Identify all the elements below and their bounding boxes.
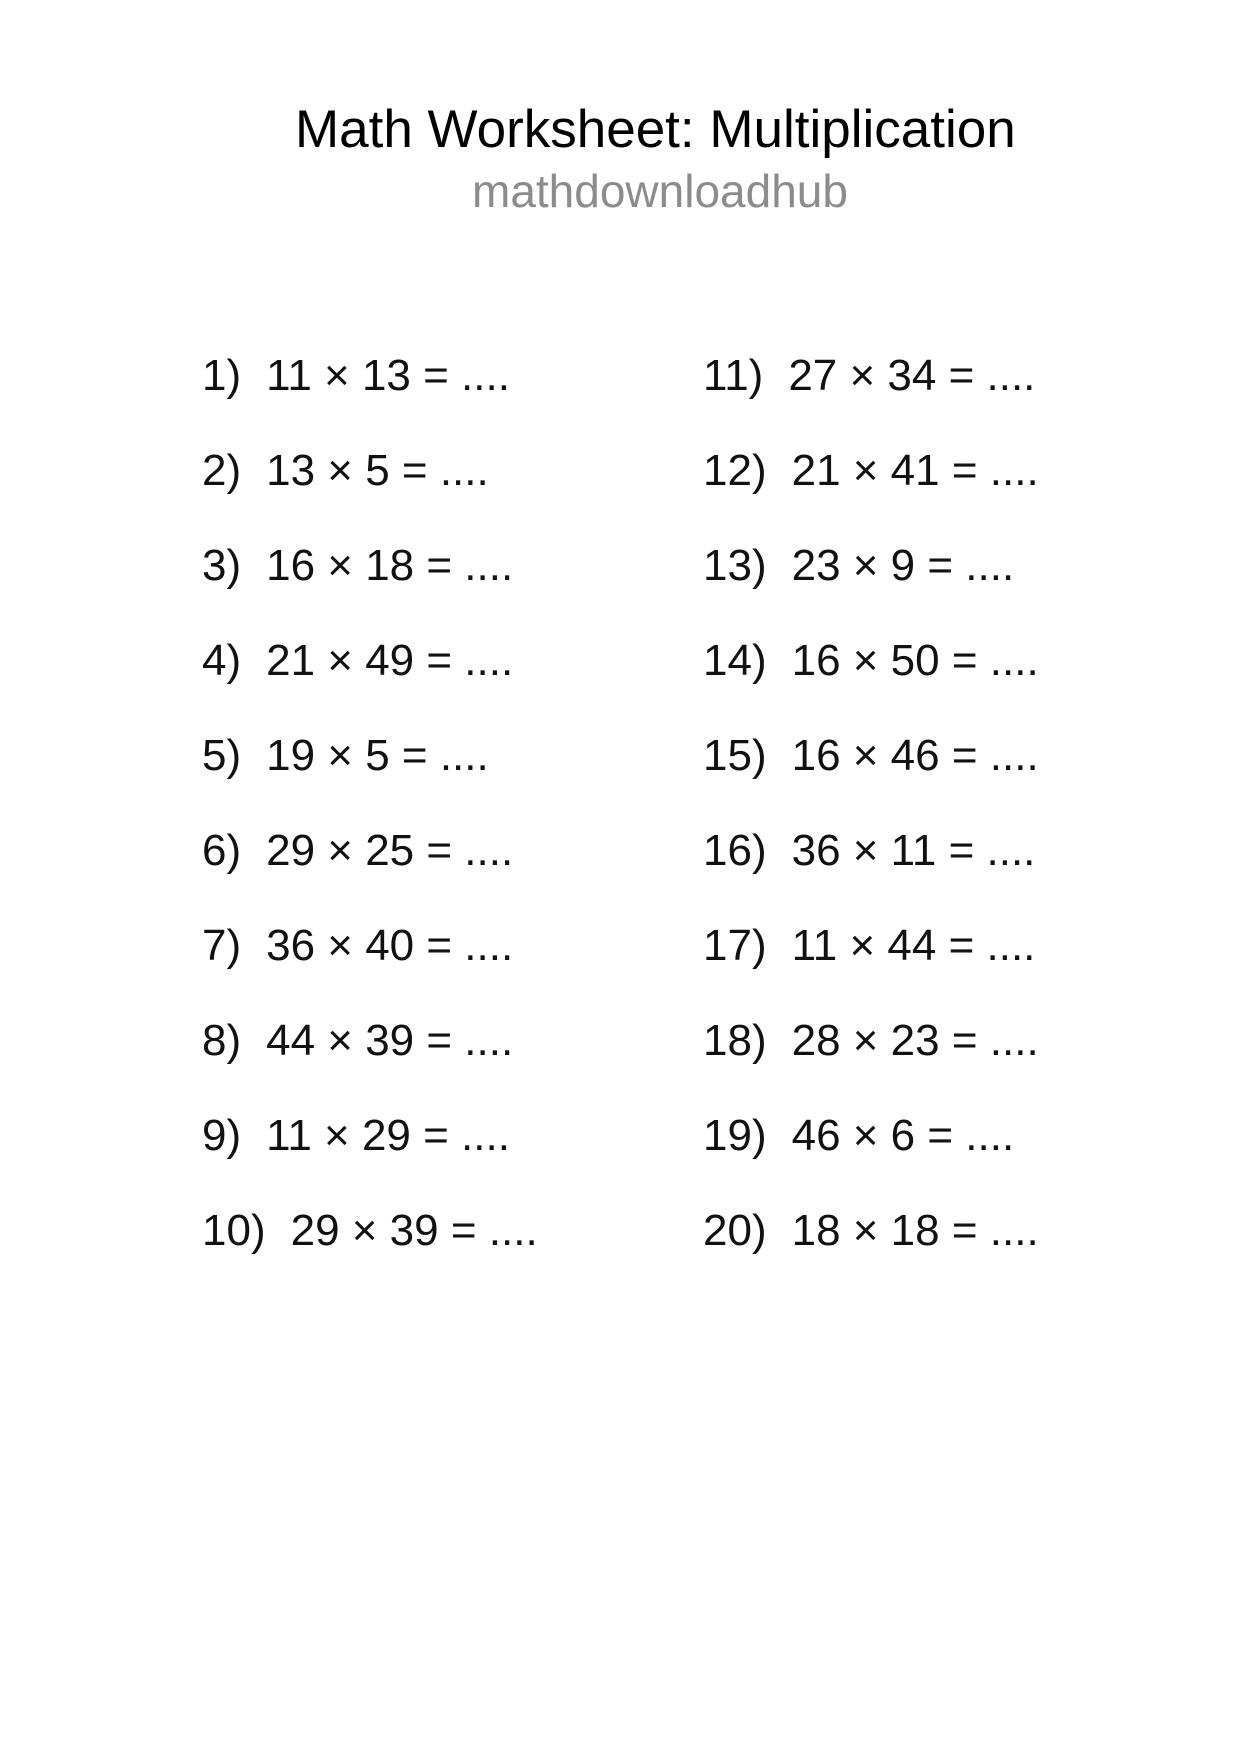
problem-row-8	[202, 993, 538, 1088]
problem-expression: 18 × 18 = ....	[791, 1205, 1039, 1255]
problem-number: 3)	[202, 540, 242, 590]
problem-expression: 29 × 25 = ....	[266, 825, 514, 875]
problem-number: 8)	[202, 1015, 242, 1065]
problems-column-left	[202, 328, 538, 1278]
problem-expression: 11 × 44 = ....	[791, 920, 1036, 970]
problem-expression: 36 × 11 = ....	[791, 825, 1036, 875]
problem-expression: 16 × 46 = ....	[791, 730, 1039, 780]
problem-number: 1)	[202, 350, 242, 400]
worksheet-subtitle: mathdownloadhub	[472, 165, 848, 217]
problem-row-6	[202, 803, 538, 898]
problem-row-2	[202, 423, 538, 518]
problem-row-9	[202, 1088, 538, 1183]
problem-expression: 36 × 40 = ....	[266, 920, 514, 970]
problem-row-19	[703, 1088, 1039, 1183]
problem-number: 16)	[703, 825, 767, 875]
problem-expression: 16 × 18 = ....	[266, 540, 514, 590]
problem-expression: 11 × 29 = ....	[266, 1110, 510, 1160]
problem-number: 5)	[202, 730, 242, 780]
problem-number: 11)	[703, 350, 764, 400]
problem-row-18	[703, 993, 1039, 1088]
problem-number: 13)	[703, 540, 767, 590]
problem-expression: 44 × 39 = ....	[266, 1015, 514, 1065]
problem-row-20	[703, 1183, 1039, 1278]
problem-expression: 21 × 41 = ....	[791, 445, 1039, 495]
problem-expression: 19 × 5 = ....	[266, 730, 489, 780]
problem-number: 7)	[202, 920, 242, 970]
problems-column-right	[703, 328, 1039, 1278]
problem-expression: 28 × 23 = ....	[791, 1015, 1039, 1065]
problem-row-16	[703, 803, 1039, 898]
problem-row-12	[703, 423, 1039, 518]
problem-row-5	[202, 708, 538, 803]
problem-number: 19)	[703, 1110, 767, 1160]
worksheet-title: Math Worksheet: Multiplication	[295, 100, 1016, 159]
problem-expression: 16 × 50 = ....	[791, 635, 1039, 685]
problem-expression: 46 × 6 = ....	[791, 1110, 1015, 1160]
problem-number: 14)	[703, 635, 767, 685]
problem-number: 20)	[703, 1205, 767, 1255]
problem-row-17	[703, 898, 1039, 993]
problem-row-11	[703, 328, 1039, 423]
problem-number: 6)	[202, 825, 242, 875]
problem-expression: 29 × 39 = ....	[290, 1205, 538, 1255]
problem-row-14	[703, 613, 1039, 708]
problem-row-4	[202, 613, 538, 708]
problem-row-3	[202, 518, 538, 613]
problem-expression: 13 × 5 = ....	[266, 445, 489, 495]
problem-row-7	[202, 898, 538, 993]
problem-number: 2)	[202, 445, 242, 495]
problem-number: 9)	[202, 1110, 242, 1160]
problem-number: 18)	[703, 1015, 767, 1065]
problem-number: 17)	[703, 920, 767, 970]
problem-row-15	[703, 708, 1039, 803]
problem-number: 4)	[202, 635, 242, 685]
problem-number: 10)	[202, 1205, 266, 1255]
problem-expression: 21 × 49 = ....	[266, 635, 514, 685]
problem-row-13	[703, 518, 1039, 613]
problem-number: 15)	[703, 730, 767, 780]
problem-expression: 23 × 9 = ....	[791, 540, 1015, 590]
problem-expression: 27 × 34 = ....	[788, 350, 1036, 400]
problem-row-10	[202, 1183, 538, 1278]
problem-row-1	[202, 328, 538, 423]
problem-expression: 11 × 13 = ....	[266, 350, 510, 400]
problem-number: 12)	[703, 445, 767, 495]
